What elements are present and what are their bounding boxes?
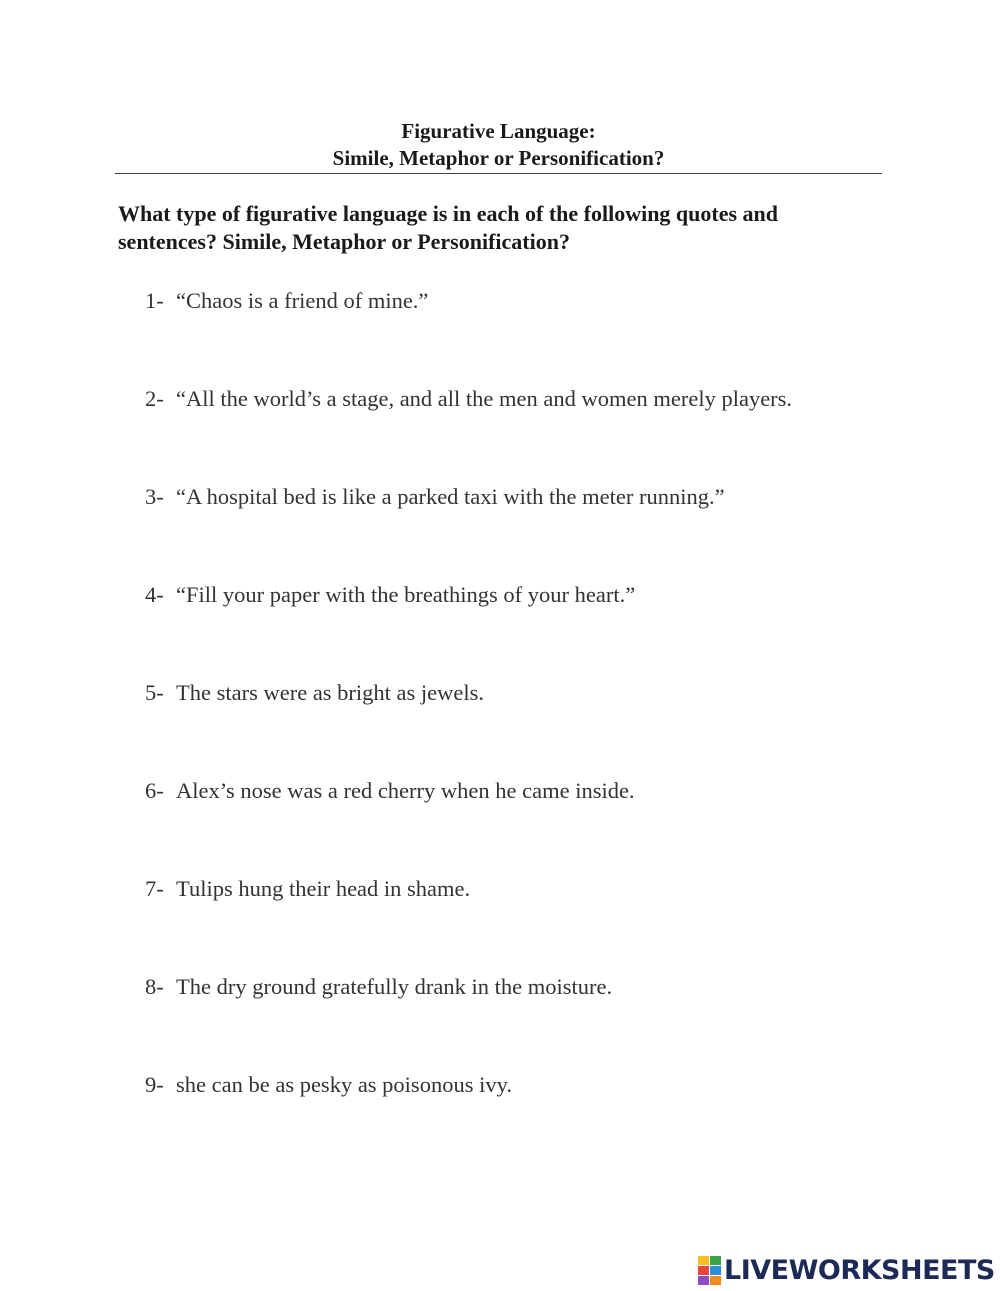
question-list bbox=[145, 286, 792, 1168]
question-text: The stars were as bright as jewels. bbox=[176, 680, 485, 705]
question-item bbox=[145, 580, 792, 678]
question-item bbox=[145, 1070, 792, 1168]
question-item bbox=[145, 874, 792, 972]
question-text: Tulips hung their head in shame. bbox=[176, 876, 471, 901]
logo-icon bbox=[698, 1256, 721, 1285]
logo-block bbox=[710, 1266, 721, 1275]
instructions-text: What type of figurative language is in each of the following quotes and sentences? Simile, Metaphor or Personification? bbox=[118, 201, 779, 254]
question-text: Alex’s nose was a red cherry when he came inside. bbox=[176, 778, 635, 803]
question-text: she can be as pesky as poisonous ivy. bbox=[176, 1072, 512, 1097]
title-divider bbox=[115, 173, 882, 174]
question-number: 1- bbox=[145, 288, 164, 313]
title-line-1: Figurative Language: bbox=[401, 119, 596, 143]
question-text: “All the world’s a stage, and all the men and women merely players. bbox=[176, 386, 793, 411]
question-item bbox=[145, 972, 792, 1070]
question-number: 5- bbox=[145, 680, 164, 705]
question-item bbox=[145, 286, 792, 384]
question-number: 7- bbox=[145, 876, 164, 901]
question-number: 9- bbox=[145, 1072, 164, 1097]
logo-block bbox=[698, 1276, 709, 1285]
question-number: 3- bbox=[145, 484, 164, 509]
question-number: 8- bbox=[145, 974, 164, 999]
logo-text: LIVEWORKSHEETS bbox=[724, 1254, 995, 1286]
logo-block bbox=[710, 1256, 721, 1265]
worksheet-title bbox=[115, 118, 882, 172]
question-text: The dry ground gratefully drank in the moisture. bbox=[176, 974, 613, 999]
question-text: “Chaos is a friend of mine.” bbox=[176, 288, 429, 313]
question-item bbox=[145, 678, 792, 776]
logo-block bbox=[698, 1266, 709, 1275]
logo-block bbox=[710, 1276, 721, 1285]
question-text: “Fill your paper with the breathings of your heart.” bbox=[176, 582, 636, 607]
liveworksheets-logo bbox=[698, 1255, 995, 1285]
question-number: 4- bbox=[145, 582, 164, 607]
question-text: “A hospital bed is like a parked taxi with the meter running.” bbox=[176, 484, 725, 509]
question-number: 6- bbox=[145, 778, 164, 803]
question-number: 2- bbox=[145, 386, 164, 411]
question-item bbox=[145, 776, 792, 874]
question-item bbox=[145, 482, 792, 580]
title-line-2: Simile, Metaphor or Personification? bbox=[332, 146, 665, 170]
question-item bbox=[145, 384, 792, 482]
logo-block bbox=[698, 1256, 709, 1265]
